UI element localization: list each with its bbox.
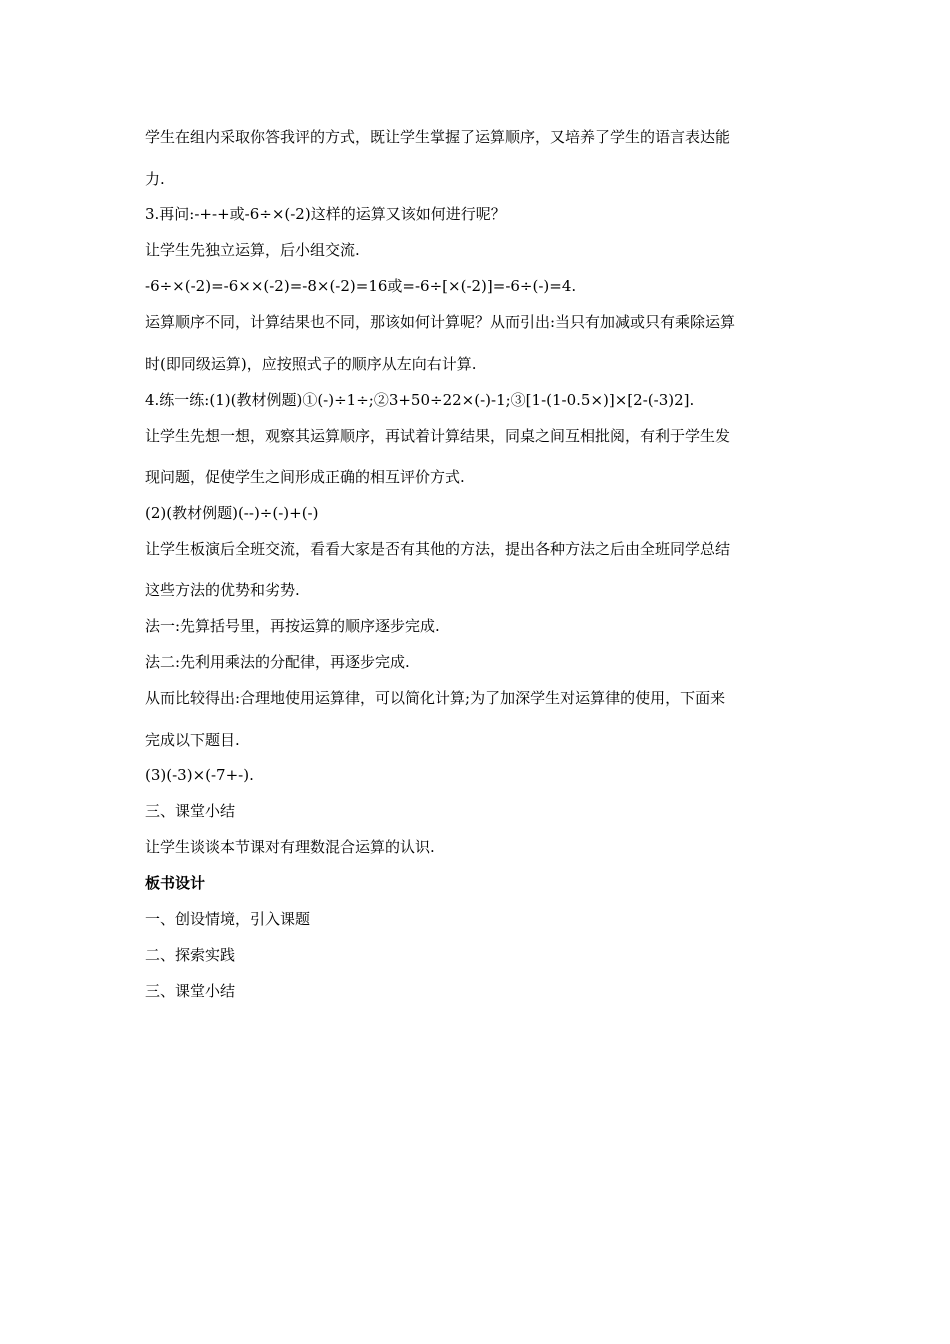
paragraph-line: 这些方法的优势和劣势. (145, 581, 300, 599)
paragraph-line: 3.再问:-+-+或-6÷×(-2)这样的运算又该如何进行呢？ (145, 205, 506, 223)
paragraph-line: (2)(教材例题)(--)÷(-)+(-) (145, 504, 319, 522)
paragraph-line: 运算顺序不同，计算结果也不同，那该如何计算呢？从而引出:当只有加减或只有乘除运算 (145, 313, 736, 331)
paragraph-line: 学生在组内采取你答我评的方式，既让学生掌握了运算顺序，又培养了学生的语言表达能 (145, 128, 731, 146)
paragraph-line: 4.练一练:(1)(教材例题)①(-)÷1÷;②3+50÷22×(-)-1;③[1-(1-0.5×)]×[2-(-3)2]. (145, 391, 695, 409)
paragraph-line: 让学生谈谈本节课对有理数混合运算的认识. (145, 838, 435, 856)
outline-item: 二、探索实践 (145, 946, 236, 964)
paragraph-line: 时(即同级运算)，应按照式子的顺序从左向右计算. (145, 355, 477, 373)
outline-item: 三、课堂小结 (145, 982, 236, 1000)
outline-item: 一、创设情境，引入课题 (145, 910, 311, 928)
paragraph-line: 让学生先想一想，观察其运算顺序，再试着计算结果，同桌之间互相批阅，有利于学生发 (145, 427, 731, 445)
paragraph-line: 现问题，促使学生之间形成正确的相互评价方式. (145, 468, 465, 486)
section-heading: 三、课堂小结 (145, 802, 236, 820)
paragraph-line: 力. (145, 170, 165, 188)
paragraph-line: 完成以下题目. (145, 731, 240, 749)
paragraph-line: 从而比较得出:合理地使用运算律，可以简化计算;为了加深学生对运算律的使用，下面来 (145, 689, 726, 707)
paragraph-line: -6÷×(-2)=-6××(-2)=-8×(-2)=16或=-6÷[×(-2)]=-6÷(-)=4. (145, 277, 577, 295)
paragraph-line: (3)(-3)×(-7+-). (145, 766, 254, 784)
paragraph-line: 法一:先算括号里，再按运算的顺序逐步完成. (145, 617, 440, 635)
paragraph-line: 让学生先独立运算，后小组交流. (145, 241, 360, 259)
paragraph-line: 法二:先利用乘法的分配律，再逐步完成. (145, 653, 410, 671)
board-design-heading: 板书设计 (145, 874, 206, 892)
paragraph-line: 让学生板演后全班交流，看看大家是否有其他的方法，提出各种方法之后由全班同学总结 (145, 540, 731, 558)
